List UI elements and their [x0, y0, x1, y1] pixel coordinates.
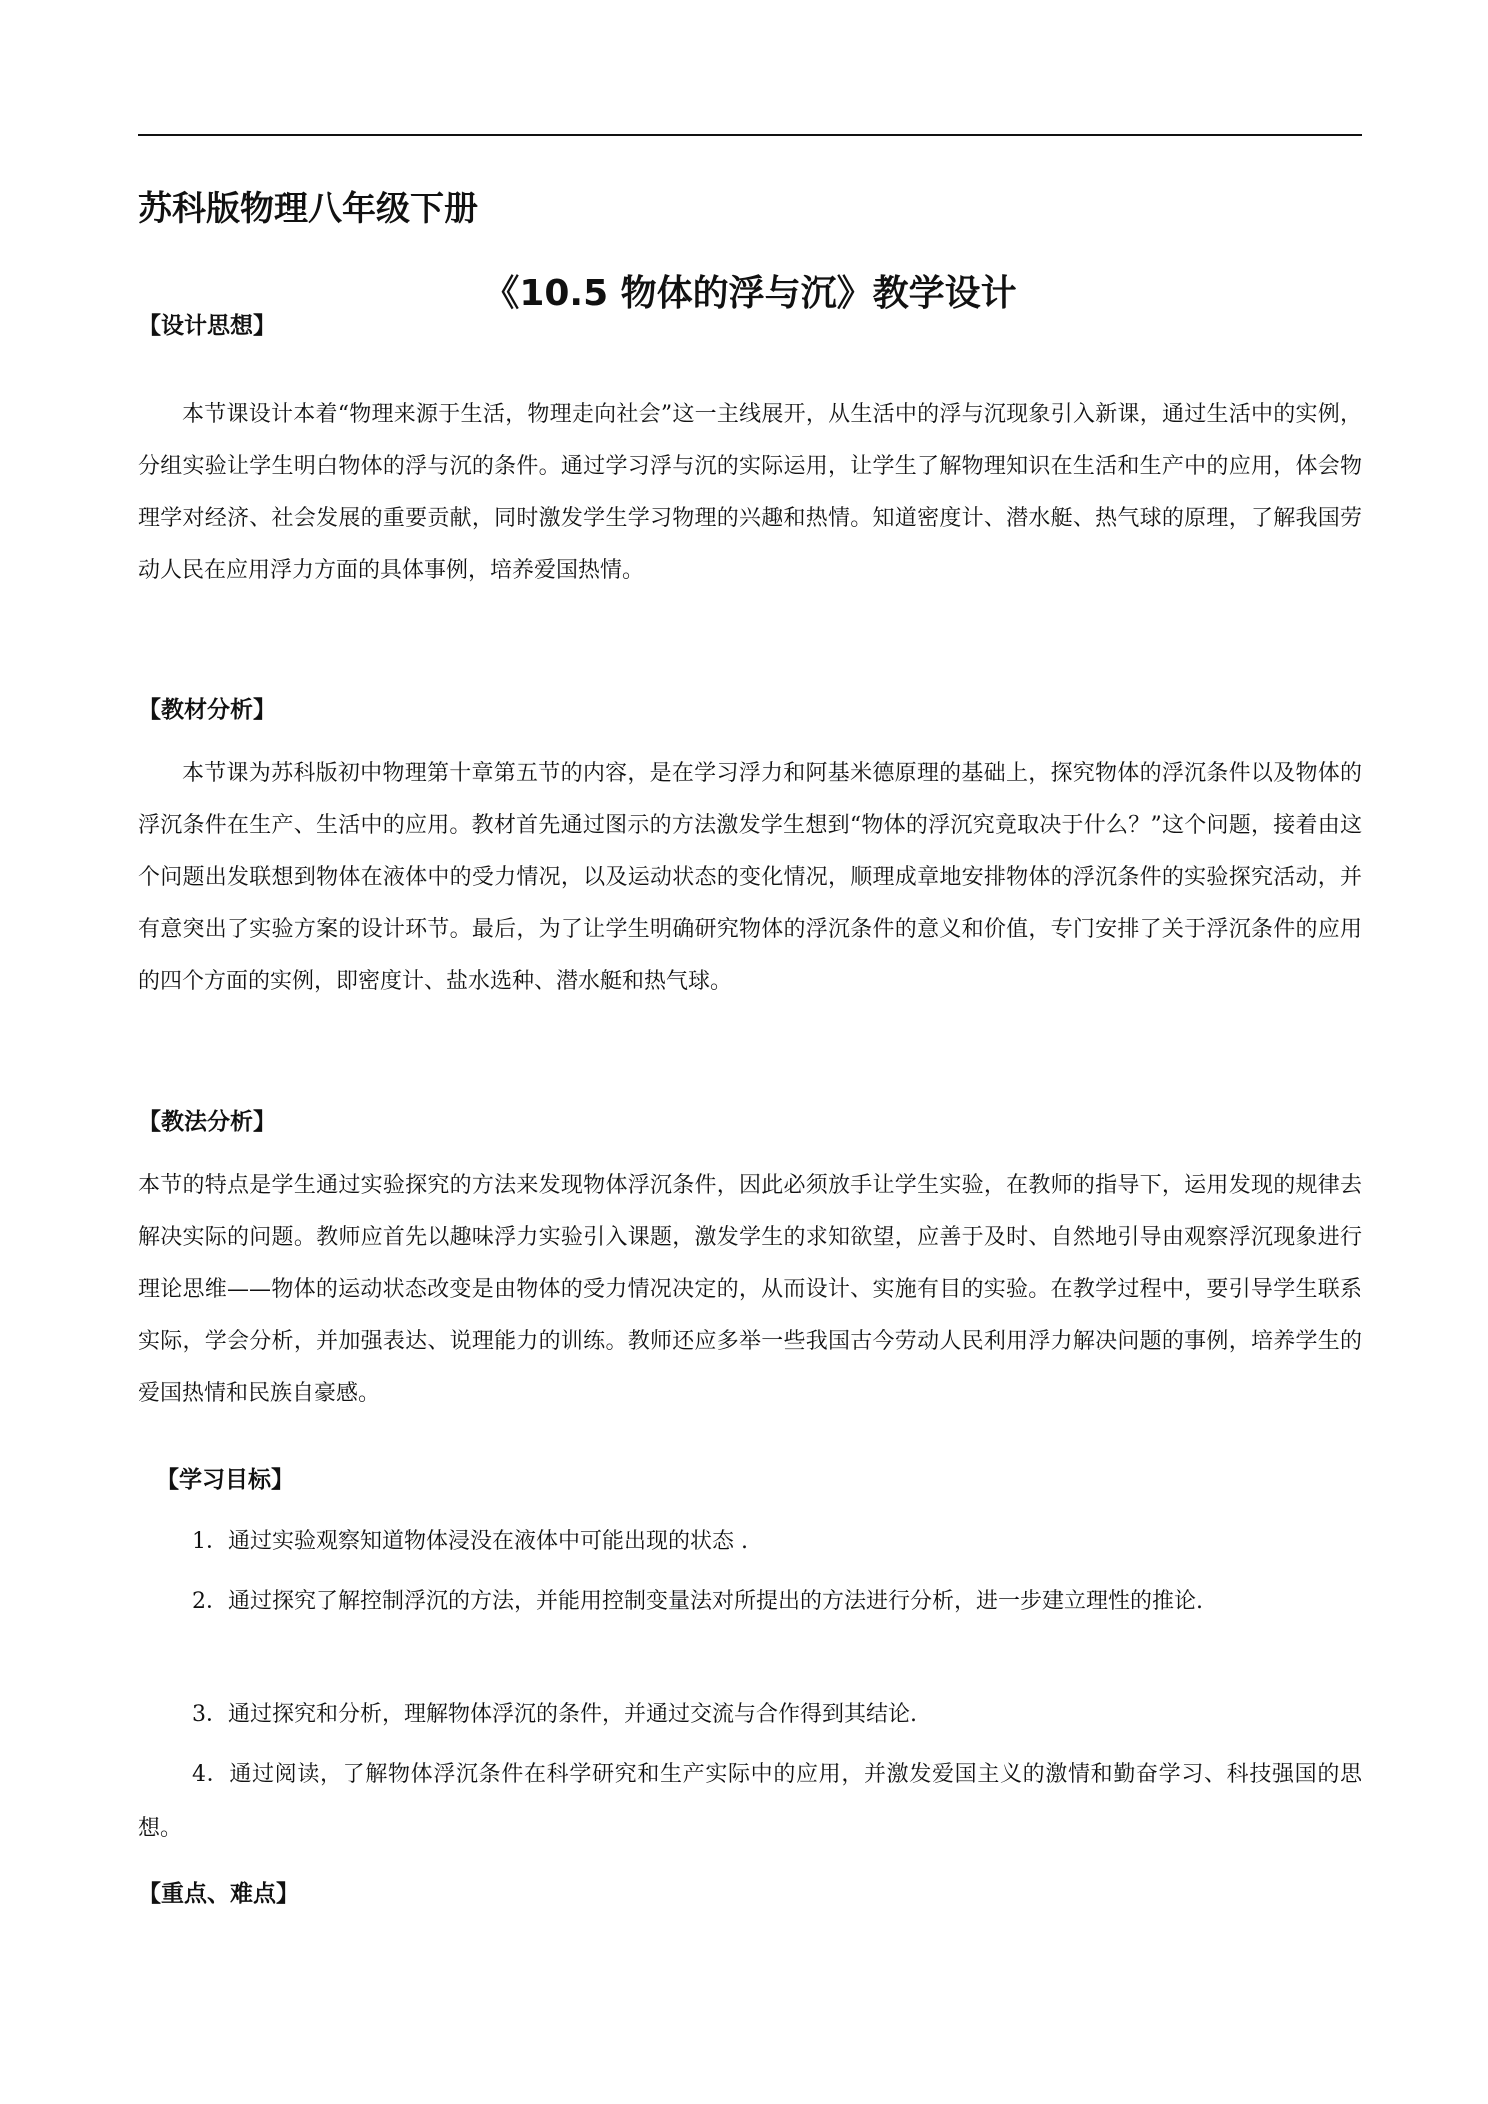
document-title: 《10.5 物体的浮与沉》教学设计	[483, 273, 1017, 314]
section-heading-learning-goals: 【学习目标】	[156, 1467, 294, 1493]
paragraph-teaching-method: 本节的特点是学生通过实验探究的方法来发现物体浮沉条件，因此必须放手让学生实验，在教师的指导下，运用发现的规律去解决实际的问题。教师应首先以趣味浮力实验引入课题，激发学生的求知欲望，应善于及时、自然地引导由观察浮沉现象进行理论思维——物体的运动状态改变是由物体的受力情况决定的，从而设计、实施有目的实验。在教学过程中，要引导学生联系实际，学会分析，并加强表达、说理能力的训练。教师还应多举一些我国古今劳动人民利用浮力解决问题的事例，培养学生的爱国热情和民族自豪感。	[138, 1173, 1362, 1406]
section-heading-textbook-analysis: 【教材分析】	[138, 697, 276, 723]
paragraph-design-idea: 本节课设计本着“物理来源于生活，物理走向社会”这一主线展开，从生活中的浮与沉现象引入新课，通过生活中的实例，分组实验让学生明白物体的浮与沉的条件。通过学习浮与沉的实际运用，让学生了解物理知识在生活和生产中的应用，体会物理学对经济、社会发展的重要贡献，同时激发学生学习物理的兴趣和热情。知道密度计、潜水艇、热气球的原理，了解我国劳动人民在应用浮力方面的具体事例，培养爱国热情。	[138, 402, 1362, 583]
section-heading-teaching-method: 【教法分析】	[138, 1109, 276, 1135]
document-subject: 苏科版物理八年级下册	[138, 189, 478, 229]
learning-goal-item: 4．通过阅读，了解物体浮沉条件在科学研究和生产实际中的应用，并激发爱国主义的激情和勤奋学习、科技强国的思想。	[138, 1762, 1362, 1841]
paragraph-textbook-analysis: 本节课为苏科版初中物理第十章第五节的内容，是在学习浮力和阿基米德原理的基础上，探究物体的浮沉条件以及物体的浮沉条件在生产、生活中的应用。教材首先通过图示的方法激发学生想到“物体的浮沉究竟取决于什么？”这个问题，接着由这个问题出发联想到物体在液体中的受力情况，以及运动状态的变化情况，顺理成章地安排物体的浮沉条件的实验探究活动，并有意突出了实验方案的设计环节。最后，为了让学生明确研究物体的浮沉条件的意义和价值，专门安排了关于浮沉条件的应用的四个方面的实例，即密度计、盐水选种、潜水艇和热气球。	[138, 761, 1362, 994]
learning-goal-item: 1．通过实验观察知道物体浸没在液体中可能出现的状态 .	[192, 1529, 748, 1554]
learning-goal-item: 3．通过探究和分析，理解物体浮沉的条件，并通过交流与合作得到其结论.	[192, 1702, 917, 1727]
learning-goal-item: 2．通过探究了解控制浮沉的方法，并能用控制变量法对所提出的方法进行分析，进一步建立理性的推论.	[192, 1589, 1203, 1614]
section-heading-key-points: 【重点、难点】	[138, 1881, 299, 1907]
header-rule	[138, 134, 1362, 136]
section-heading-design-idea: 【设计思想】	[138, 313, 276, 339]
